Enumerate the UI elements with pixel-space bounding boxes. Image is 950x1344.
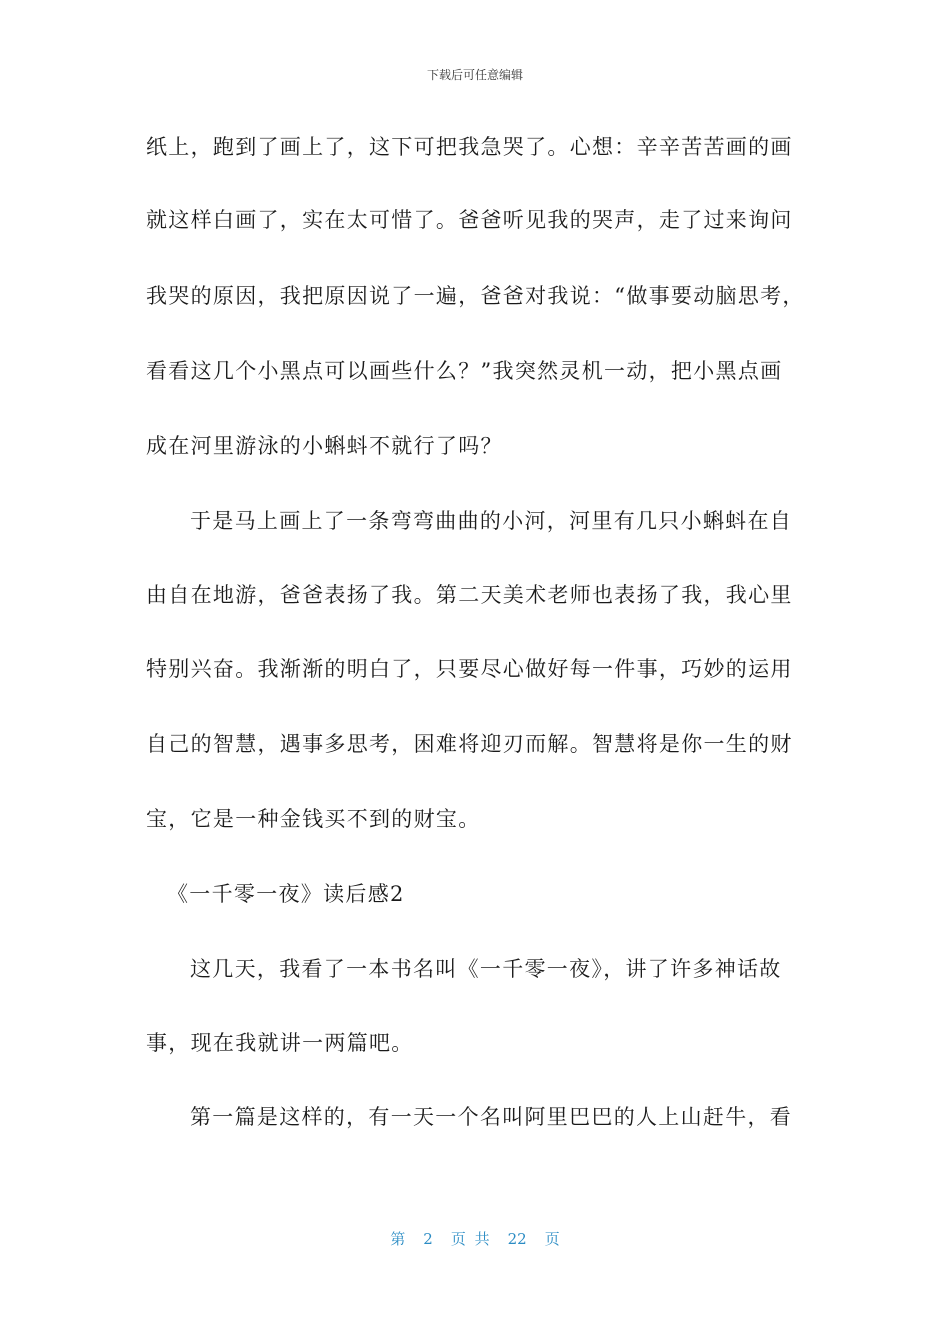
paragraph-first-line: 第一篇是这样的，有一天一个名叫阿里巴巴的人上山赶牛，看 xyxy=(190,1105,793,1129)
text-line: 看看这几个小黑点可以画些什么？”我突然灵机一动，把小黑点画 xyxy=(146,359,783,383)
footer-suffix: 页 xyxy=(544,1230,560,1248)
text-line: 我哭的原因，我把原因说了一遍，爸爸对我说：“做事要动脑思考， xyxy=(146,284,805,308)
footer-page-number: 2 xyxy=(423,1230,433,1248)
page-header: 下载后可任意编辑 xyxy=(426,68,523,82)
text-line: 宝，它是一种金钱买不到的财宝。 xyxy=(146,807,481,831)
text-line: 特别兴奋。我渐渐的明白了，只要尽心做好每一件事，巧妙的运用 xyxy=(146,657,793,681)
text-line: 事，现在我就讲一两篇吧。 xyxy=(146,1031,414,1055)
section-heading: 《一千零一夜》读后感2 xyxy=(167,882,405,906)
page-footer xyxy=(0,1228,950,1249)
text-line: 就这样白画了，实在太可惜了。爸爸听见我的哭声，走了过来询问 xyxy=(146,208,793,232)
footer-total-pages: 22 xyxy=(507,1230,527,1248)
text-line: 纸上，跑到了画上了，这下可把我急哭了。心想：辛辛苦苦画的画 xyxy=(146,135,793,159)
footer-prefix: 第 xyxy=(390,1230,406,1248)
paragraph-first-line: 于是马上画上了一条弯弯曲曲的小河，河里有几只小蝌蚪在自 xyxy=(190,509,793,533)
footer-middle: 页 共 xyxy=(450,1230,490,1248)
paragraph-first-line: 这几天，我看了一本书名叫《一千零一夜》，讲了许多神话故 xyxy=(190,957,782,981)
text-line: 自己的智慧，遇事多思考，困难将迎刃而解。智慧将是你一生的财 xyxy=(146,732,793,756)
text-line: 由自在地游，爸爸表扬了我。第二天美术老师也表扬了我，我心里 xyxy=(146,583,793,607)
text-line: 成在河里游泳的小蝌蚪不就行了吗？ xyxy=(146,434,503,458)
